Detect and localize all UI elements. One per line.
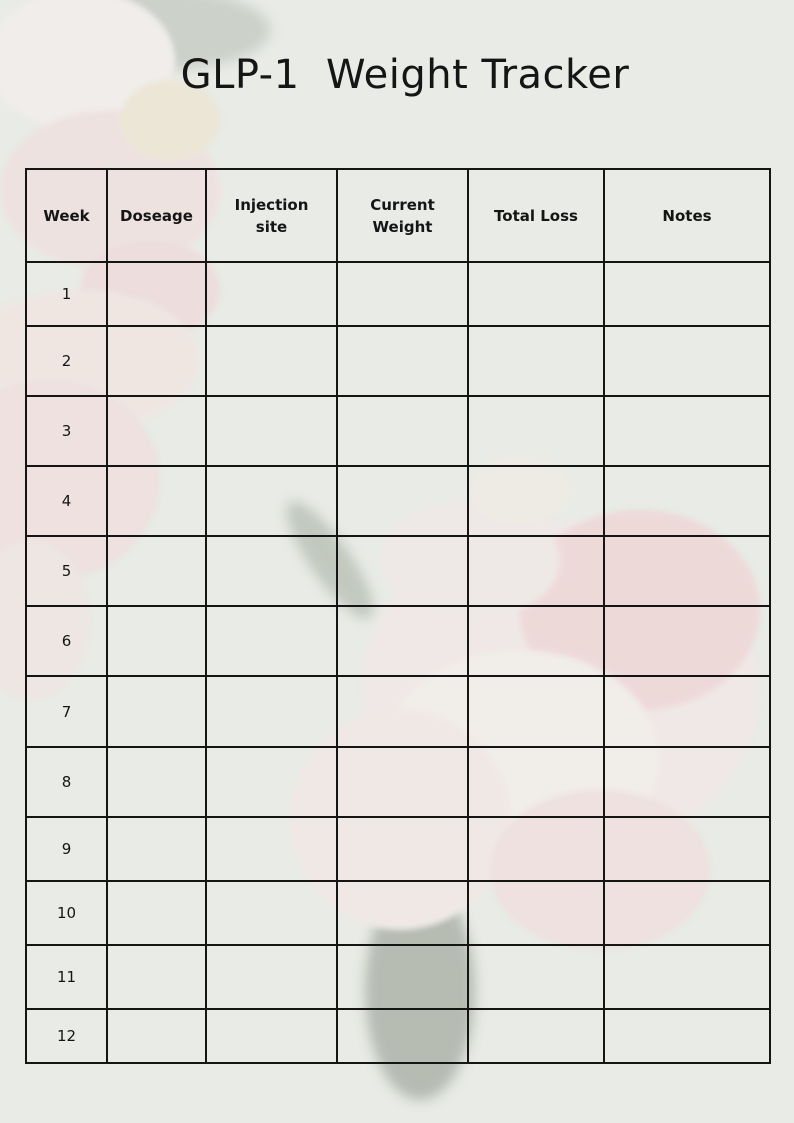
injection-site-cell[interactable] bbox=[206, 1009, 337, 1063]
notes-cell[interactable] bbox=[604, 466, 770, 536]
notes-cell[interactable] bbox=[604, 945, 770, 1009]
total-loss-cell[interactable] bbox=[468, 396, 604, 466]
week-number: 9 bbox=[26, 817, 107, 881]
injection-site-cell[interactable] bbox=[206, 536, 337, 606]
header-total-loss: Total Loss bbox=[468, 169, 604, 262]
current-weight-cell[interactable] bbox=[337, 817, 468, 881]
current-weight-cell[interactable] bbox=[337, 676, 468, 746]
table-row bbox=[26, 466, 770, 536]
notes-cell[interactable] bbox=[604, 1009, 770, 1063]
notes-cell[interactable] bbox=[604, 326, 770, 396]
current-weight-cell[interactable] bbox=[337, 945, 468, 1009]
injection-site-cell[interactable] bbox=[206, 676, 337, 746]
week-number: 1 bbox=[26, 262, 107, 326]
header-notes: Notes bbox=[604, 169, 770, 262]
total-loss-cell[interactable] bbox=[468, 676, 604, 746]
injection-site-cell[interactable] bbox=[206, 817, 337, 881]
current-weight-cell[interactable] bbox=[337, 262, 468, 326]
week-number: 7 bbox=[26, 676, 107, 746]
table-row bbox=[26, 1009, 770, 1063]
total-loss-cell[interactable] bbox=[468, 606, 604, 676]
injection-site-cell[interactable] bbox=[206, 396, 337, 466]
doseage-cell[interactable] bbox=[107, 1009, 206, 1063]
table-row bbox=[26, 396, 770, 466]
total-loss-cell[interactable] bbox=[468, 747, 604, 817]
week-number: 3 bbox=[26, 396, 107, 466]
header-week: Week bbox=[26, 169, 107, 262]
header-row bbox=[26, 169, 770, 262]
total-loss-cell[interactable] bbox=[468, 881, 604, 945]
doseage-cell[interactable] bbox=[107, 262, 206, 326]
total-loss-cell[interactable] bbox=[468, 466, 604, 536]
doseage-cell[interactable] bbox=[107, 945, 206, 1009]
doseage-cell[interactable] bbox=[107, 747, 206, 817]
week-number: 5 bbox=[26, 536, 107, 606]
table-row bbox=[26, 881, 770, 945]
header-injection-site: Injection site bbox=[206, 169, 337, 262]
doseage-cell[interactable] bbox=[107, 606, 206, 676]
current-weight-cell[interactable] bbox=[337, 536, 468, 606]
week-number: 2 bbox=[26, 326, 107, 396]
header-current-weight: Current Weight bbox=[337, 169, 468, 262]
injection-site-cell[interactable] bbox=[206, 945, 337, 1009]
doseage-cell[interactable] bbox=[107, 536, 206, 606]
total-loss-cell[interactable] bbox=[468, 1009, 604, 1063]
injection-site-cell[interactable] bbox=[206, 881, 337, 945]
week-number: 12 bbox=[26, 1009, 107, 1063]
table-row bbox=[26, 606, 770, 676]
doseage-cell[interactable] bbox=[107, 881, 206, 945]
week-number: 8 bbox=[26, 747, 107, 817]
doseage-cell[interactable] bbox=[107, 817, 206, 881]
total-loss-cell[interactable] bbox=[468, 262, 604, 326]
total-loss-cell[interactable] bbox=[468, 945, 604, 1009]
header-doseage: Doseage bbox=[107, 169, 206, 262]
notes-cell[interactable] bbox=[604, 536, 770, 606]
notes-cell[interactable] bbox=[604, 817, 770, 881]
table-row bbox=[26, 262, 770, 326]
table-row bbox=[26, 676, 770, 746]
current-weight-cell[interactable] bbox=[337, 747, 468, 817]
current-weight-cell[interactable] bbox=[337, 466, 468, 536]
table-row bbox=[26, 536, 770, 606]
total-loss-cell[interactable] bbox=[468, 817, 604, 881]
notes-cell[interactable] bbox=[604, 676, 770, 746]
current-weight-cell[interactable] bbox=[337, 326, 468, 396]
injection-site-cell[interactable] bbox=[206, 747, 337, 817]
total-loss-cell[interactable] bbox=[468, 536, 604, 606]
doseage-cell[interactable] bbox=[107, 396, 206, 466]
total-loss-cell[interactable] bbox=[468, 326, 604, 396]
week-number: 11 bbox=[26, 945, 107, 1009]
table-row bbox=[26, 945, 770, 1009]
table-row bbox=[26, 817, 770, 881]
doseage-cell[interactable] bbox=[107, 326, 206, 396]
current-weight-cell[interactable] bbox=[337, 881, 468, 945]
notes-cell[interactable] bbox=[604, 262, 770, 326]
table-row bbox=[26, 326, 770, 396]
injection-site-cell[interactable] bbox=[206, 326, 337, 396]
injection-site-cell[interactable] bbox=[206, 466, 337, 536]
week-number: 6 bbox=[26, 606, 107, 676]
notes-cell[interactable] bbox=[604, 396, 770, 466]
doseage-cell[interactable] bbox=[107, 676, 206, 746]
notes-cell[interactable] bbox=[604, 606, 770, 676]
current-weight-cell[interactable] bbox=[337, 606, 468, 676]
page-title: GLP-1 Weight Tracker bbox=[180, 52, 630, 98]
current-weight-cell[interactable] bbox=[337, 396, 468, 466]
weight-tracker-table bbox=[25, 168, 771, 1064]
injection-site-cell[interactable] bbox=[206, 606, 337, 676]
current-weight-cell[interactable] bbox=[337, 1009, 468, 1063]
table-row bbox=[26, 747, 770, 817]
week-number: 4 bbox=[26, 466, 107, 536]
notes-cell[interactable] bbox=[604, 881, 770, 945]
notes-cell[interactable] bbox=[604, 747, 770, 817]
injection-site-cell[interactable] bbox=[206, 262, 337, 326]
doseage-cell[interactable] bbox=[107, 466, 206, 536]
week-number: 10 bbox=[26, 881, 107, 945]
